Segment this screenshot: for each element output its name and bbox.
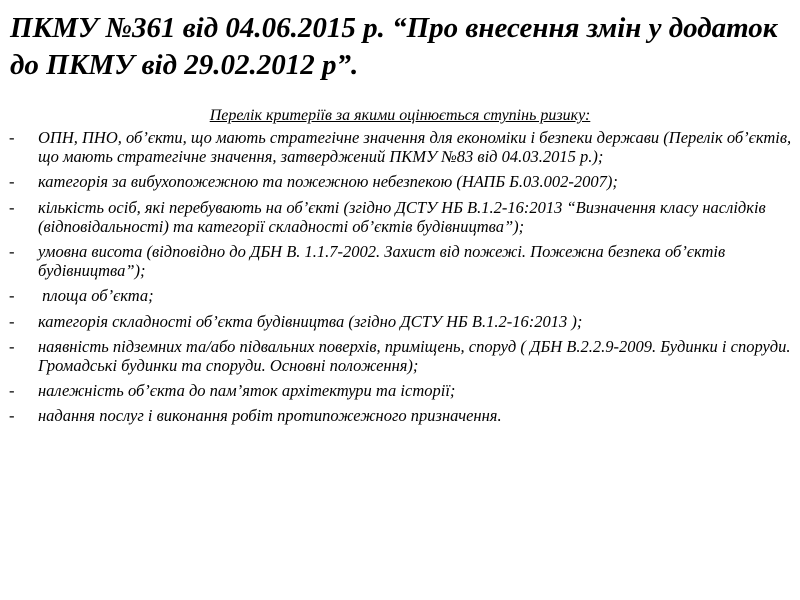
list-item-text: категорія складності об’єкта будівництва (згідно ДСТУ НБ В.1.2-16:2013 );	[38, 311, 583, 331]
slide-title: ПКМУ №361 від 04.06.2015 р. “Про внесення змін у додаток до ПКМУ від 29.02.2012 р”.	[10, 12, 778, 81]
criteria-subtitle: Перелік критеріїв за якими оцінюється ступінь ризику:	[209, 107, 591, 124]
list-item-text: надання послуг і виконання робіт протипожежного призначення.	[38, 406, 502, 426]
list-item	[0, 381, 800, 400]
bullet-dash: -	[9, 197, 15, 217]
bullet-dash: -	[9, 242, 15, 262]
list-item-text: категорія за вибухопожежною та пожежною небезпекою (НАПБ Б.03.002-2007);	[38, 172, 618, 192]
list-item	[0, 198, 800, 236]
list-item-text: умовна висота (відповідно до ДБН В. 1.1.7-2002. Захист від пожежі. Пожежна безпека об’єктів будівництва”);	[38, 242, 726, 281]
list-item	[0, 337, 800, 375]
list-item	[0, 312, 800, 331]
bullet-dash: -	[9, 406, 15, 426]
list-item	[0, 128, 800, 166]
list-item	[0, 242, 800, 280]
bullet-dash: -	[9, 172, 15, 192]
bullet-dash: -	[9, 286, 15, 306]
list-item-text: кількість осіб, які перебувають на об’єкті (згідно ДСТУ НБ В.1.2-16:2013 “Визначення класу наслідків (відповідальності) та категорії складності об’єктів будівництва”);	[38, 197, 766, 236]
list-item-text: наявність підземних та/або підвальних поверхів, приміщень, споруд ( ДБН В.2.2.9-2009. Будинки і споруди. Громадські будинки та споруди. Основні положення);	[38, 336, 791, 376]
bullet-dash: -	[9, 128, 15, 147]
list-item-text: площа об’єкта;	[38, 286, 154, 306]
list-item	[0, 172, 800, 191]
criteria-list	[0, 128, 800, 432]
bullet-dash: -	[9, 336, 15, 356]
bullet-dash: -	[9, 381, 15, 401]
list-item	[0, 286, 800, 305]
list-item-text: належність об’єкта до пам’яток архітектури та історії;	[38, 381, 456, 401]
list-item-text: ОПН, ПНО, об’єкти, що мають стратегічне значення для економіки і безпеки держави (Перелік об’єктів, що мають стратегічне значення, затверджений ПКМУ №83 від 04.03.2015 р.);	[38, 128, 792, 167]
bullet-dash: -	[9, 311, 15, 331]
list-item	[0, 406, 800, 425]
